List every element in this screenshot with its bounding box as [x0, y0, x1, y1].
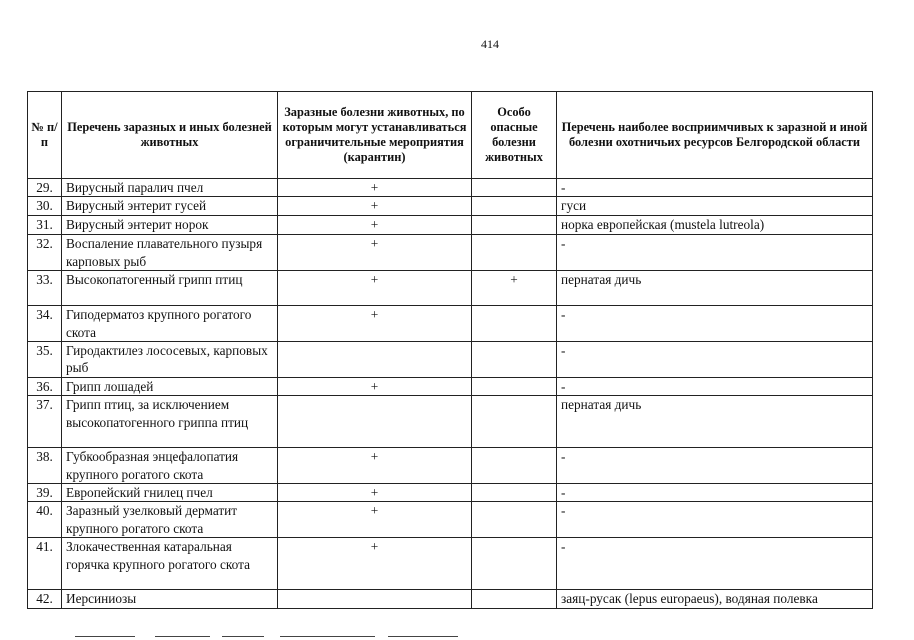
- row-number: 41.: [28, 538, 62, 590]
- quarantine-mark: +: [278, 538, 472, 590]
- row-number: 36.: [28, 377, 62, 395]
- dangerous-mark: [472, 197, 557, 216]
- susceptible-species: пернатая дичь: [557, 271, 873, 306]
- quarantine-mark: [278, 396, 472, 448]
- row-number: 35.: [28, 342, 62, 378]
- table-row: [28, 396, 873, 448]
- dangerous-mark: [472, 235, 557, 271]
- disease-name: Гиродактилез лососевых, карповых рыб: [62, 342, 278, 378]
- table-row: [28, 216, 873, 235]
- row-number: 37.: [28, 396, 62, 448]
- disease-name: Вирусный энтерит гусей: [62, 197, 278, 216]
- susceptible-species: -: [557, 448, 873, 484]
- quarantine-mark: +: [278, 484, 472, 502]
- dangerous-mark: [472, 306, 557, 342]
- diseases-table: [27, 91, 873, 609]
- footer-rule: [155, 636, 210, 637]
- table-row: [28, 179, 873, 197]
- quarantine-mark: +: [278, 502, 472, 538]
- susceptible-species: -: [557, 538, 873, 590]
- table-header-row: [28, 92, 873, 179]
- column-header-disease: Перечень заразных и иных болезней животных: [62, 92, 278, 179]
- susceptible-species: пернатая дичь: [557, 396, 873, 448]
- disease-name: Гиподерматоз крупного рогатого скота: [62, 306, 278, 342]
- disease-name: Губкообразная энцефалопатия крупного рогатого скота: [62, 448, 278, 484]
- disease-name: Европейский гнилец пчел: [62, 484, 278, 502]
- row-number: 29.: [28, 179, 62, 197]
- row-number: 42.: [28, 590, 62, 608]
- column-header-quarantine: Заразные болезни животных, по которым могут устанавливаться ограничительные мероприятия (карантин): [278, 92, 472, 179]
- dangerous-mark: +: [472, 271, 557, 306]
- row-number: 31.: [28, 216, 62, 235]
- table-row: [28, 306, 873, 342]
- dangerous-mark: [472, 538, 557, 590]
- susceptible-species: -: [557, 306, 873, 342]
- quarantine-mark: [278, 590, 472, 608]
- susceptible-species: норка европейская (mustela lutreola): [557, 216, 873, 235]
- quarantine-mark: +: [278, 448, 472, 484]
- disease-name: Заразный узелковый дерматит крупного рогатого скота: [62, 502, 278, 538]
- row-number: 40.: [28, 502, 62, 538]
- row-number: 34.: [28, 306, 62, 342]
- disease-name: Вирусный энтерит норок: [62, 216, 278, 235]
- quarantine-mark: +: [278, 306, 472, 342]
- table-row: [28, 484, 873, 502]
- row-number: 32.: [28, 235, 62, 271]
- quarantine-mark: +: [278, 271, 472, 306]
- dangerous-mark: [472, 590, 557, 608]
- row-number: 38.: [28, 448, 62, 484]
- footer-rule: [222, 636, 264, 637]
- page-number: 414: [481, 37, 499, 51]
- disease-name: Злокачественная катаральная горячка крупного рогатого скота: [62, 538, 278, 590]
- disease-name: Грипп птиц, за исключением высокопатогенного гриппа птиц: [62, 396, 278, 448]
- table-row: [28, 235, 873, 271]
- quarantine-mark: +: [278, 377, 472, 395]
- susceptible-species: -: [557, 342, 873, 378]
- disease-name: Воспаление плавательного пузыря карповых рыб: [62, 235, 278, 271]
- disease-name: Иерсиниозы: [62, 590, 278, 608]
- row-number: 33.: [28, 271, 62, 306]
- footer-rule: [280, 636, 375, 637]
- quarantine-mark: +: [278, 235, 472, 271]
- quarantine-mark: [278, 342, 472, 378]
- table-row: [28, 448, 873, 484]
- dangerous-mark: [472, 342, 557, 378]
- column-header-number: № п/п: [28, 92, 62, 179]
- table-row: [28, 271, 873, 306]
- susceptible-species: -: [557, 484, 873, 502]
- susceptible-species: заяц-русак (lepus europaeus), водяная полевка: [557, 590, 873, 608]
- table-row: [28, 197, 873, 216]
- column-header-species: Перечень наиболее восприимчивых к заразной и иной болезни охотничьих ресурсов Белгородской области: [557, 92, 873, 179]
- dangerous-mark: [472, 396, 557, 448]
- table-row: [28, 590, 873, 608]
- quarantine-mark: +: [278, 216, 472, 235]
- dangerous-mark: [472, 484, 557, 502]
- quarantine-mark: +: [278, 197, 472, 216]
- dangerous-mark: [472, 448, 557, 484]
- disease-name: Грипп лошадей: [62, 377, 278, 395]
- row-number: 39.: [28, 484, 62, 502]
- footer-rule: [388, 636, 458, 637]
- table-row: [28, 377, 873, 395]
- susceptible-species: -: [557, 179, 873, 197]
- disease-name: Высокопатогенный грипп птиц: [62, 271, 278, 306]
- disease-name: Вирусный паралич пчел: [62, 179, 278, 197]
- susceptible-species: гуси: [557, 197, 873, 216]
- susceptible-species: -: [557, 502, 873, 538]
- table-row: [28, 538, 873, 590]
- susceptible-species: -: [557, 235, 873, 271]
- column-header-dangerous: Особо опасные болезни животных: [472, 92, 557, 179]
- dangerous-mark: [472, 377, 557, 395]
- susceptible-species: -: [557, 377, 873, 395]
- row-number: 30.: [28, 197, 62, 216]
- table-row: [28, 342, 873, 378]
- quarantine-mark: +: [278, 179, 472, 197]
- dangerous-mark: [472, 502, 557, 538]
- table-row: [28, 502, 873, 538]
- dangerous-mark: [472, 216, 557, 235]
- dangerous-mark: [472, 179, 557, 197]
- footer-rule: [75, 636, 135, 637]
